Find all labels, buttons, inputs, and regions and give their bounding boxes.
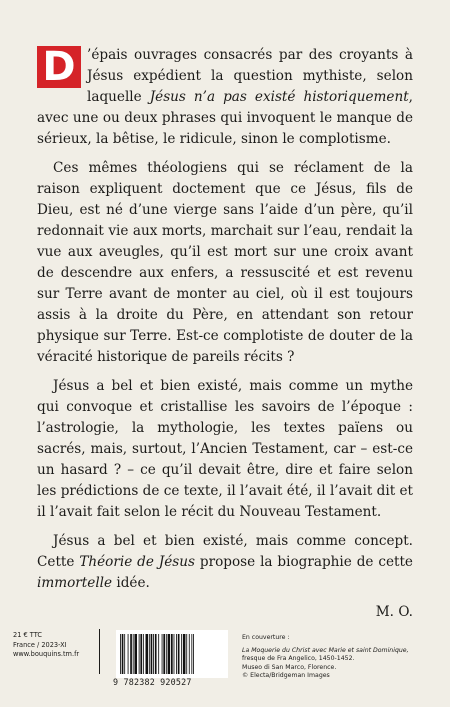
edition-info: France / 2023-XI <box>13 640 67 649</box>
cover-credit <box>242 634 447 681</box>
barcode-bar <box>171 634 173 674</box>
barcode-bar <box>178 634 180 674</box>
credit-artwork: La Moquerie du Christ avec Marie et saint Dominique, <box>242 646 409 654</box>
paragraph-1 <box>37 45 413 150</box>
barcode-bar <box>146 634 149 674</box>
barcode-bar <box>149 634 150 674</box>
barcode-bar <box>183 634 186 674</box>
barcode-bar <box>151 634 153 674</box>
barcode-bar <box>181 634 182 674</box>
barcode-bar <box>143 634 144 674</box>
isbn-digits: 9 782382 920527 <box>113 677 192 687</box>
p1-end: , avec une ou deux phrases qui invoquent le manque de sérieux, la bêtise, le ridicule, sinon le complotisme. <box>37 89 413 147</box>
barcode-bar <box>189 634 190 674</box>
barcode-bars <box>118 632 226 676</box>
barcode-bar <box>128 634 129 674</box>
paragraph-3: Jésus a bel et bien existé, mais comme un mythe qui convoque et cristallise les savoirs de l’époque : l’astrologie, la mythologie, les textes païens ou sacrés, mais, surtout, l’Ancien Testament, car – est-ce un hasard ? – ce qu’il devait être, dire et faire selon les prédictions de ce texte, il l’avait été, il l’avait dit et il l’avait fait selon le récit du Nouveau Testament. <box>37 378 413 520</box>
paragraph-4 <box>37 531 413 594</box>
barcode-bar <box>124 634 125 674</box>
blurb-text <box>37 45 413 631</box>
barcode-bar <box>155 634 157 674</box>
barcode-bar <box>193 634 194 674</box>
p4-end: idée. <box>112 575 150 591</box>
signature: M. O. <box>375 604 413 620</box>
barcode-bar <box>163 634 165 674</box>
barcode-bar <box>134 634 137 674</box>
dropcap-letter: D <box>37 46 81 88</box>
barcode-bar <box>158 634 159 674</box>
barcode-bar <box>174 634 175 674</box>
barcode-bar <box>133 634 134 674</box>
price-box <box>9 629 100 674</box>
barcode-bar <box>122 634 124 674</box>
credit-copyright: © Electa/Bridgeman Images <box>242 672 330 680</box>
barcode <box>116 630 228 678</box>
credit-museum: Museo di San Marco, Florence. <box>242 663 337 671</box>
barcode-bar <box>139 634 140 674</box>
credit-heading: En couverture : <box>242 634 290 641</box>
barcode-bar <box>130 634 132 674</box>
barcode-bar <box>140 634 142 674</box>
p4-mid: propose la biographie de cette <box>195 554 413 570</box>
barcode-bar <box>153 634 154 674</box>
p1-italic: Jésus n’a pas existé historiquement <box>149 89 409 105</box>
p4-start: Jésus a bel et bien existé, mais comme concept. Cette <box>37 533 413 570</box>
price: 21 € TTC <box>13 631 42 639</box>
p4-italic-word: immortelle <box>37 575 113 591</box>
barcode-bar <box>176 634 177 674</box>
paragraph-2: Ces mêmes théologiens qui se réclament de la raison expliquent doctement que ce Jésus, fils de Dieu, est né d’une vierge sans l’aide d’un père, qu’il redonnait vie aux morts, marchait sur l’eau, rendait la vue aux aveugles, qu’il est mort sur une croix avant de descendre aux enfers, a ressuscité et est revenu sur Terre avant de monter au ciel, où il est toujours assis à la droite du Père, en attendant son retour physique sur Terre. Est-ce complotiste de douter de la véracité historique de pareils récits ? <box>37 160 413 365</box>
credit-artist: fresque de Fra Angelico, 1450-1452. <box>242 655 355 663</box>
barcode-bar <box>168 634 171 674</box>
barcode-bar <box>120 634 121 674</box>
website: www.bouquins.tm.fr <box>13 650 80 658</box>
barcode-bar <box>191 634 192 674</box>
barcode-bar <box>162 634 163 674</box>
p1-start: ’épais ouvrages consacrés par des croyants à Jésus expédient la question mythiste, selon laquelle <box>87 47 413 105</box>
p4-italic-title: Théorie de Jésus <box>79 554 195 570</box>
barcode-bar <box>186 634 187 674</box>
barcode-bar <box>166 634 167 674</box>
